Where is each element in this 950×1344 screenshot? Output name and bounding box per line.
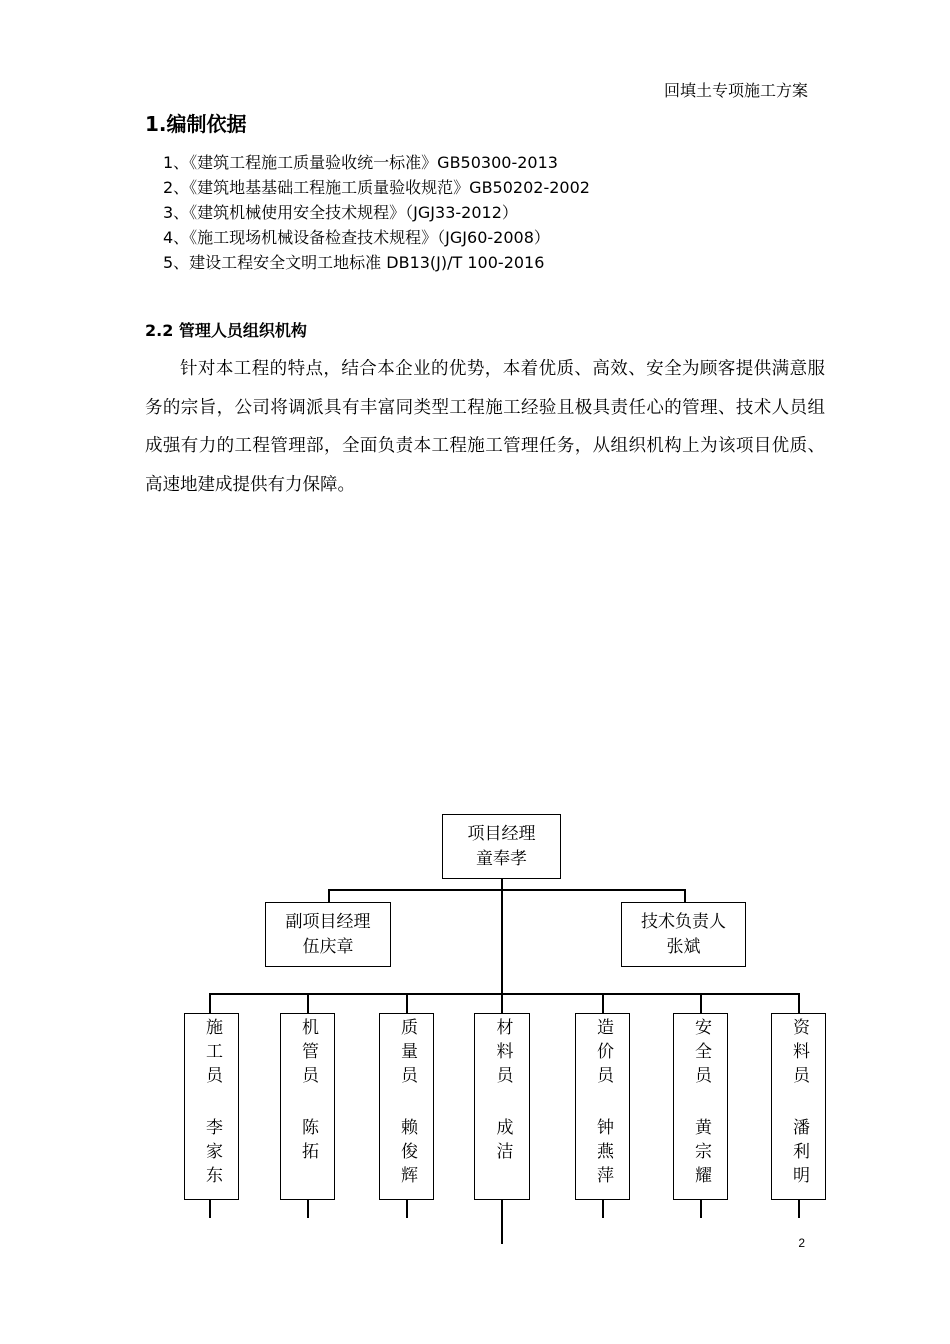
connector-line: [602, 993, 604, 1014]
connector-line: [602, 1198, 604, 1218]
org-person: 黄宗耀: [691, 1118, 711, 1190]
connector-line: [684, 889, 686, 903]
org-person: 潘利明: [789, 1118, 809, 1190]
page-number: 2: [798, 1236, 805, 1250]
org-person: 陈拓: [298, 1118, 318, 1166]
connector-line: [307, 1198, 309, 1218]
connector-line: [328, 889, 330, 903]
org-role: 施工员: [202, 1018, 222, 1090]
org-role: 技术负责人: [641, 911, 726, 932]
org-box-technical-lead: [621, 902, 746, 967]
org-role: 安全员: [691, 1018, 711, 1090]
org-role: 项目经理: [467, 823, 536, 844]
connector-line: [209, 993, 211, 1014]
connector-line: [406, 993, 408, 1014]
org-role: 材料员: [492, 1018, 513, 1090]
org-person: 钟燕萍: [593, 1118, 613, 1190]
org-box-project-manager: [442, 814, 561, 879]
reference-item: 5、建设工程安全文明工地标准 DB13(J)/T 100-2016: [163, 253, 545, 272]
org-role: 机管员: [298, 1018, 318, 1090]
org-person: 成洁: [492, 1118, 513, 1166]
org-box-staff: [474, 1013, 530, 1200]
connector-line: [209, 1198, 211, 1218]
org-box-deputy-manager: [265, 902, 391, 967]
section-title-organization: 2.2 管理人员组织机构: [145, 321, 307, 340]
connector-line: [798, 1198, 800, 1218]
connector-line: [501, 889, 503, 1014]
running-header: 回填土专项施工方案: [663, 83, 808, 100]
connector-line: [328, 889, 685, 891]
reference-item: 1、《建筑工程施工质量验收统一标准》GB50300-2013: [163, 153, 558, 172]
org-box-staff: [184, 1013, 239, 1200]
connector-line: [798, 993, 800, 1014]
org-box-staff: [771, 1013, 826, 1200]
org-box-staff: [379, 1013, 434, 1200]
org-role: 资料员: [789, 1018, 809, 1090]
org-box-staff: [575, 1013, 630, 1200]
org-person: 伍庆章: [302, 936, 354, 957]
reference-item: 2、《建筑地基基础工程施工质量验收规范》GB50202-2002: [163, 178, 590, 197]
org-person: 李家东: [202, 1118, 222, 1190]
org-person: 童奉孝: [476, 848, 527, 869]
connector-line: [700, 1198, 702, 1218]
org-person: 赖俊辉: [397, 1118, 417, 1190]
connector-line: [307, 993, 309, 1014]
org-role: 质量员: [397, 1018, 417, 1090]
section-title-basis: 1.编制依据: [145, 112, 247, 136]
org-role: 造价员: [593, 1018, 613, 1090]
reference-item: 4、《施工现场机械设备检查技术规程》（JGJ60-2008）: [163, 228, 550, 247]
org-box-staff: [673, 1013, 728, 1200]
connector-line: [209, 993, 799, 995]
org-box-staff: [280, 1013, 335, 1200]
connector-line: [406, 1198, 408, 1218]
connector-line: [501, 1198, 503, 1244]
connector-line: [700, 993, 702, 1014]
reference-item: 3、《建筑机械使用安全技术规程》（JGJ33-2012）: [163, 203, 518, 222]
org-role: 副项目经理: [285, 911, 371, 932]
organization-paragraph: 针对本工程的特点，结合本企业的优势，本着优质、高效、安全为顾客提供满意服务的宗旨，公司将调派具有丰富同类型工程施工经验且极具责任心的管理、技术人员组成强有力的工程管理部，全面负责本工程施工管理任务，从组织机构上为该项目优质、高速地建成提供有力保障。: [145, 359, 825, 495]
org-person: 张斌: [666, 936, 701, 957]
